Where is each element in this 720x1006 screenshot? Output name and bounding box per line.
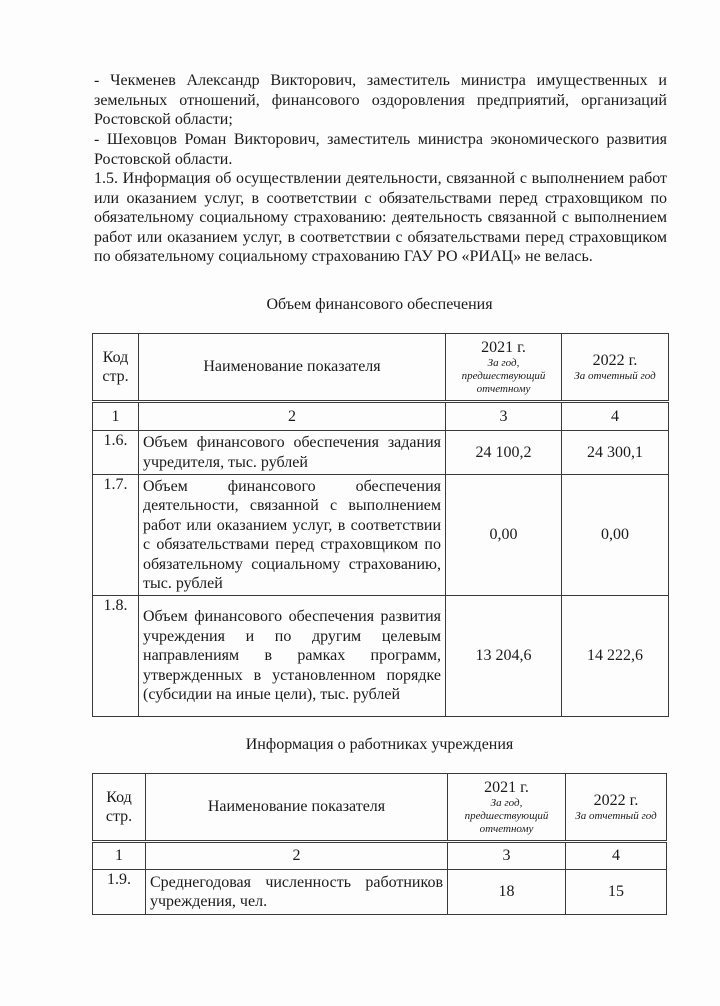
header-name: Наименование показателя: [139, 334, 446, 401]
header-2022: [566, 774, 667, 841]
row-name: Объем финансового обеспечения задания учредителя, тыс. рублей: [139, 431, 446, 475]
row-name: Среднегодовая численность работников учреждения, чел.: [146, 870, 448, 915]
table2-title: Информация о работниках учреждения: [245, 736, 514, 753]
header-2022: [562, 334, 669, 401]
row-code: 1.8.: [93, 596, 139, 717]
row-value-2021: 0,00: [446, 475, 562, 596]
table-numbering-row: 1 2 3 4: [93, 403, 669, 431]
row-value-2022: 15: [566, 870, 667, 915]
table-header-row: [93, 334, 669, 401]
header-code: Код стр.: [93, 334, 139, 401]
row-value-2022: 14 222,6: [562, 596, 669, 717]
table-row: [93, 431, 669, 475]
table-header-row: [93, 774, 667, 841]
row-value-2021: 13 204,6: [446, 596, 562, 717]
financing-table: [92, 333, 669, 717]
row-name: Объем финансового обеспечения развития учреждения и по другим целевым направлениям в рамках программ, утвержденных в установленном порядке (субсидии на иные цели), тыс. рублей: [139, 596, 446, 717]
header-2021-year: 2021 г.: [484, 779, 529, 796]
row-value-2022: 24 300,1: [562, 431, 669, 475]
header-code: Код стр.: [93, 774, 146, 841]
table-numbering-row: 1 2 3 4: [93, 843, 667, 870]
paragraph-shekhovtsov: - Шеховцов Роман Викторович, заместитель министра экономического развития Ростовской области.: [94, 131, 667, 168]
header-2022-year: 2022 г.: [593, 792, 639, 809]
table-row: [93, 475, 669, 596]
row-value-2021: 18: [448, 870, 566, 915]
paragraph-chekmenev: - Чекменев Александр Викторович, заместитель министра имущественных и земельных отношений, финансового оздоровления предприятий, организаций Ростовской области;: [94, 72, 667, 128]
row-name: Объем финансового обеспечения деятельности, связанной с выполнением работ или оказанием услуг, в соответствии с обязательствами перед страховщиком по обязательному социальному страхованию, тыс. рублей: [139, 475, 446, 596]
header-2021-year: 2021 г.: [481, 339, 526, 356]
header-2021-sub: За год, предшествующий отчетному: [464, 797, 549, 835]
header-2021-sub: За год, предшествующий отчетному: [461, 357, 546, 395]
row-value-2022: 0,00: [562, 475, 669, 596]
header-2021: [446, 334, 562, 401]
paragraph-1-5: 1.5. Информация об осуществлении деятельности, связанной с выполнением работ или оказанием услуг, в соответствии с обязательствами перед страховщиком по обязательному социальному страхованию: деятельность связанной с выполнением работ или оказанием услуг, в соответствии с обязательствами перед страховщиком по обязательному социальному страхованию ГАУ РО «РИАЦ» не велась.: [94, 170, 667, 265]
row-value-2021: 24 100,2: [446, 431, 562, 475]
header-name: Наименование показателя: [146, 774, 448, 841]
header-2022-sub: За отчетный год: [575, 810, 657, 822]
row-code: 1.9.: [93, 870, 146, 915]
table-row: [93, 596, 669, 717]
header-2022-year: 2022 г.: [592, 352, 638, 369]
row-code: 1.6.: [93, 431, 139, 475]
table1-title: Объем финансового обеспечения: [266, 296, 493, 313]
header-2021: [448, 774, 566, 841]
table-row: [93, 870, 667, 915]
employees-table: [92, 773, 667, 915]
header-2022-sub: За отчетный год: [574, 370, 656, 382]
row-code: 1.7.: [93, 475, 139, 596]
